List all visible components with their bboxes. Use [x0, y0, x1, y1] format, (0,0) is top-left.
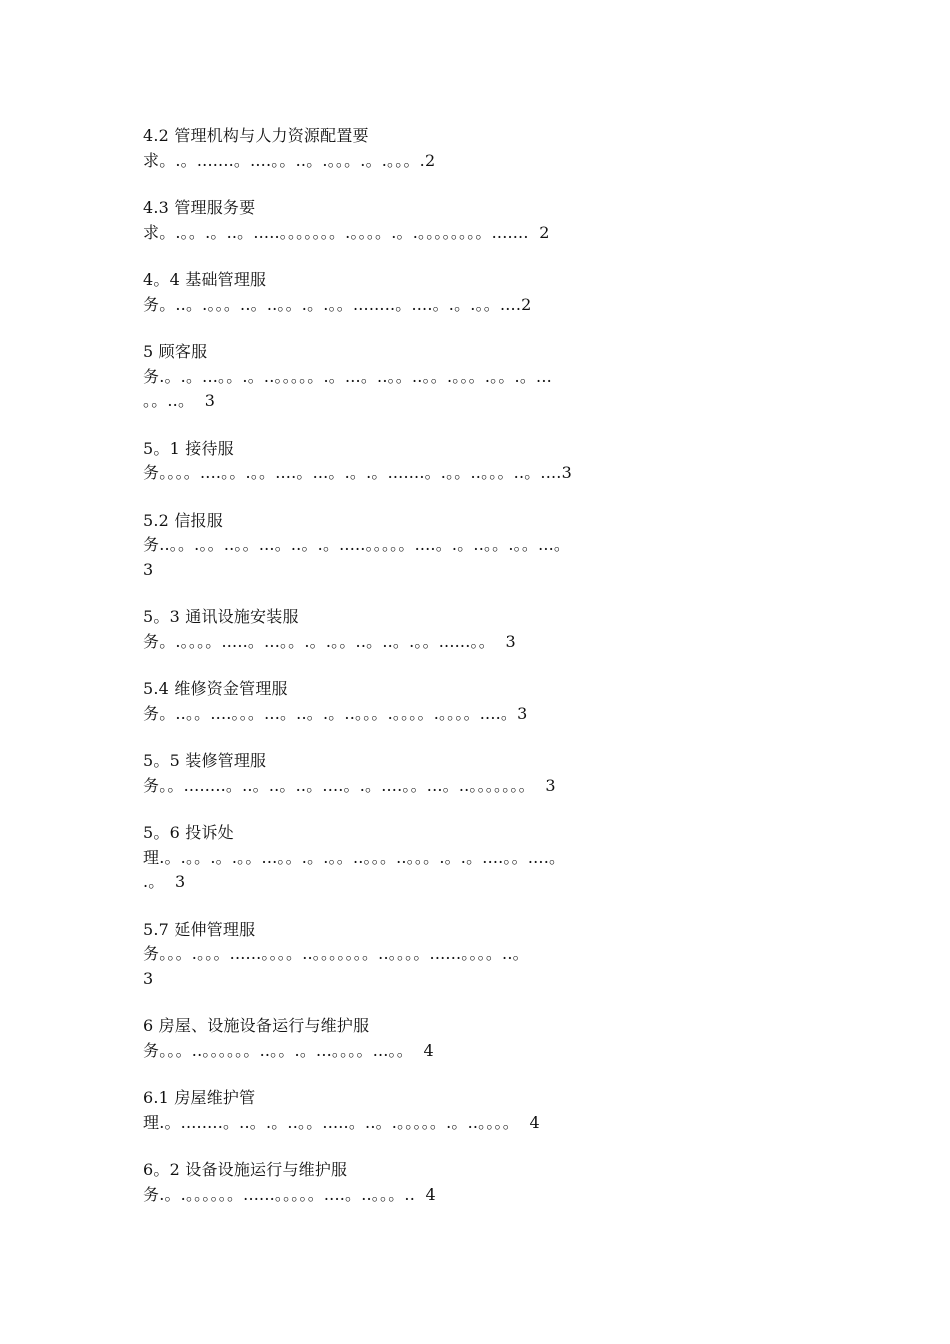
entry-spacer [143, 414, 813, 437]
toc-entry-title: 5.4 维修资金管理服 [143, 679, 288, 698]
entry-spacer [143, 1063, 813, 1086]
toc-entry-6[interactable] [143, 1014, 813, 1063]
entry-spacer [143, 991, 813, 1014]
toc-entry-leader: 务。。。。....。。.。。....。...。.。.。.......。.。。..。。。..。....3 [143, 463, 572, 482]
toc-entry-title: 5。3 通讯设施安装服 [143, 607, 299, 626]
toc-entry-5-5[interactable] [143, 749, 813, 798]
toc-entry-title: 5。5 装修管理服 [143, 751, 267, 770]
toc-entry-leader: 务。。。.。。。......。。。。..。。。。。。。..。。。。......。。。。..。 [143, 944, 529, 963]
toc-entry-leader: 求。.。。.。..。.....。。。。。。。.。。。。.。.。。。。。。。。....... 2 [143, 222, 550, 242]
toc-entry-5-2[interactable] [143, 509, 813, 583]
entry-spacer [143, 486, 813, 509]
toc-entry-leader-continued: .。 3 [143, 872, 186, 891]
toc-entry-leader: 务..。。.。。..。。...。..。.。.....。。。。。....。.。..。。.。。...。 [143, 535, 571, 554]
toc-entry-leader: 求。.。.......。....。。..。.。。。.。.。。。.2 [143, 150, 436, 170]
toc-entry-leader: 务。。。..。。。。。。..。。.。...。。。。...。。 4 [143, 1040, 434, 1060]
toc-entry-title: 5。1 接待服 [143, 438, 234, 458]
toc-entry-leader: 务。。........。..。..。..。....。.。....。。...。..。。。。。。。 3 [143, 775, 556, 795]
toc-entry-title: 6.1 房屋维护管 [143, 1088, 256, 1107]
entry-spacer [143, 317, 813, 340]
entry-spacer [143, 895, 813, 918]
entry-spacer [143, 1135, 813, 1158]
toc-entry-title: 5.2 信报服 [143, 510, 223, 530]
toc-entry-page-number: 3 [143, 968, 154, 988]
toc-entry-leader: 务.。.。。。。。。......。。。。。....。..。。。.. 4 [143, 1184, 436, 1204]
toc-entry-5[interactable] [143, 340, 813, 414]
entry-spacer [143, 654, 813, 677]
toc-entry-leader: 理.。.。。.。.。。...。。.。.。。..。。。..。。。.。.。....。。....。 [143, 847, 566, 867]
entry-spacer [143, 245, 813, 268]
toc-entry-page-number: 3 [143, 559, 154, 579]
toc-entry-5-6[interactable] [143, 821, 813, 895]
toc-entry-title: 6。2 设备设施运行与维护服 [143, 1160, 348, 1179]
toc-entry-5-7[interactable] [143, 918, 813, 992]
toc-entry-title: 5 顾客服 [143, 342, 208, 361]
toc-entry-leader: 理.。........。..。.。..。。.....。..。.。。。。。.。..。。。。 4 [143, 1112, 540, 1132]
entry-spacer [143, 582, 813, 605]
toc-entry-title: 6 房屋、设施设备运行与维护服 [143, 1016, 370, 1035]
toc-entry-title: 4。4 基础管理服 [143, 270, 267, 289]
toc-entry-6-2[interactable] [143, 1158, 813, 1207]
entry-spacer [143, 798, 813, 821]
toc-entry-title: 5.7 延伸管理服 [143, 919, 256, 939]
toc-entry-5-1[interactable] [143, 437, 813, 486]
toc-entry-title: 5。6 投诉处 [143, 823, 234, 842]
toc-entry-4-2[interactable] [143, 124, 813, 173]
entry-spacer [143, 173, 813, 196]
toc-entry-leader-continued: 。。..。 3 [143, 391, 216, 410]
toc-entry-title: 4.2 管理机构与人力资源配置要 [143, 126, 369, 145]
toc-entry-leader: 务.。.。...。。.。..。。。。。.。...。..。。..。。.。。。.。。.。... [143, 366, 552, 386]
toc-entry-leader: 务。.。。。。.....。...。。.。.。。..。..。.。。......。。 3 [143, 631, 516, 651]
toc-entry-4-4[interactable] [143, 268, 813, 317]
toc-entry-6-1[interactable] [143, 1086, 813, 1135]
entry-spacer [143, 726, 813, 749]
toc-entry-4-3[interactable] [143, 196, 813, 245]
toc-entry-leader: 务。..。。....。。。...。..。.。..。。。.。。。。.。。。。....。3 [143, 703, 528, 723]
toc-entry-5-4[interactable] [143, 677, 813, 726]
toc-entry-title: 4.3 管理服务要 [143, 198, 256, 217]
toc-entry-leader: 务。..。.。。。..。..。。.。.。。........。....。.。.。。....2 [143, 294, 532, 314]
table-of-contents [143, 124, 813, 1207]
toc-entry-5-3[interactable] [143, 605, 813, 654]
